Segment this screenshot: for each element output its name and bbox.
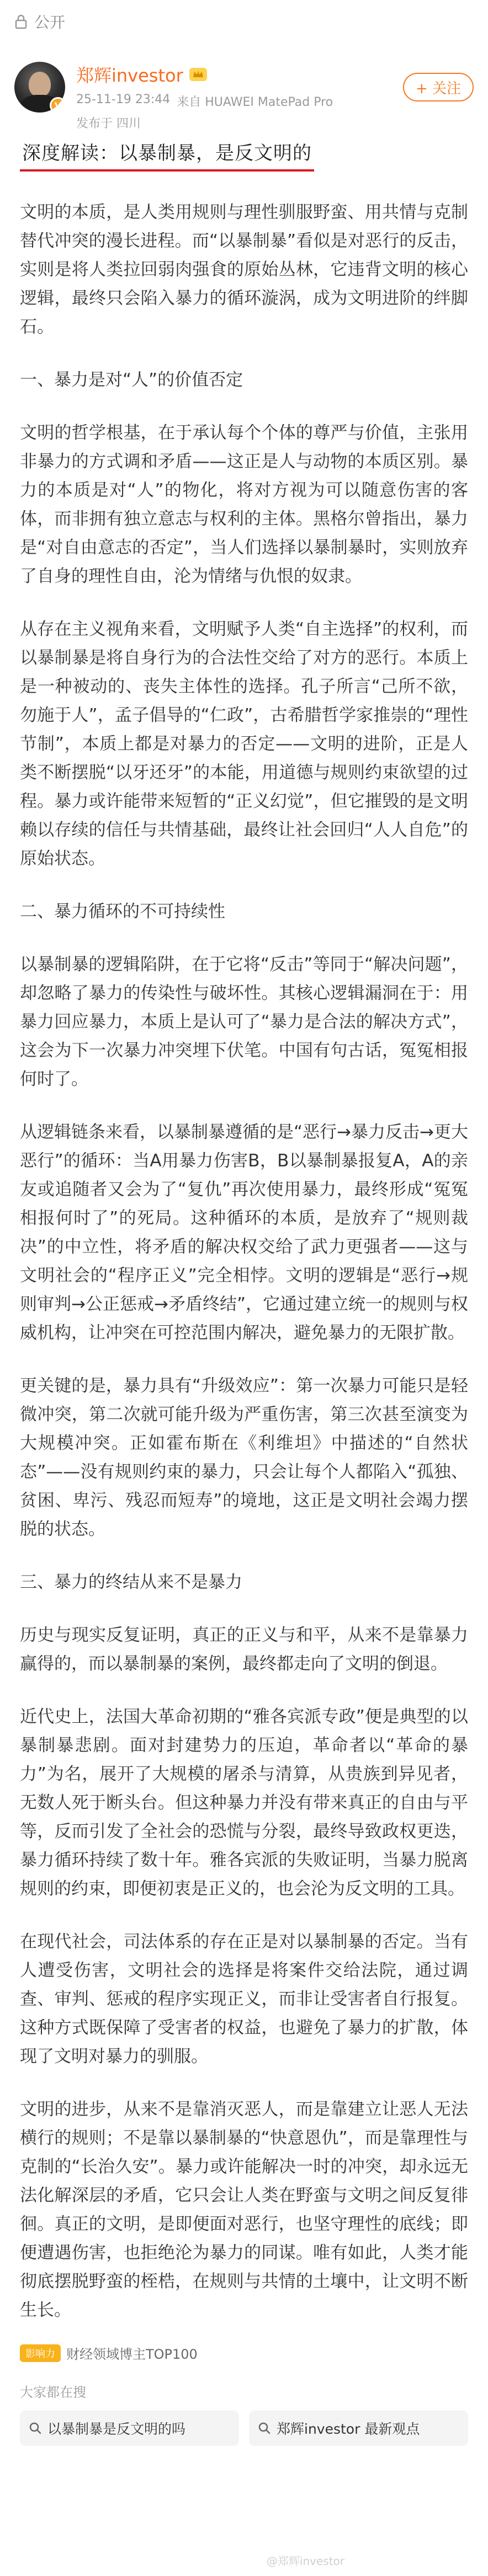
- avatar[interactable]: [14, 62, 65, 113]
- rank-text: 财经领域博主TOP100: [66, 2347, 198, 2362]
- article-paragraph: 从逻辑链条来看，以暴制暴遵循的是“恶行→暴力反击→更大恶行”的循环：当A用暴力伤害B，B以暴制暴报复A，A的亲友或追随者又会为了“复仇”再次使用暴力，最终形成“冤冤相报何时了”的死局。这种循环的本质，是放弃了“规则裁决”的中立性，将矛盾的解决权交给了武力更强者——这与文明社会的“程序正义”完全相悖。文明的逻辑是“恶行→规则审判→公正惩戒→矛盾终结”，它通过建立统一的规则与权威机构，让冲突在可控范围内解决，避免暴力的无限扩散。: [20, 1122, 469, 1343]
- rank-row[interactable]: [0, 2343, 488, 2363]
- article-paragraph: 文明的本质，是人类用规则与理性驯服野蛮、用共情与克制替代冲突的漫长进程。而“以暴制暴”看似是对恶行的反击，实则是将人类拉回弱肉强食的原始丛林，它违背文明的核心逻辑，最终只会陷入暴力的循环漩涡，成为文明进阶的绊脚石。: [20, 202, 468, 337]
- article-paragraph: 文明的进步，从来不是靠消灭恶人，而是靠建立让恶人无法横行的规则；不是靠以暴制暴的“快意恩仇”，而是靠理性与克制的“长治久安”。暴力或许能解决一时的冲突，却永远无法化解深层的矛盾，它只会让人类在野蛮与文明之间反复徘徊。真正的文明，是即便面对恶行，也坚守理性的底线；即便遭遇伤害，也拒绝沦为暴力的同谋。唯有如此，人类才能彻底摆脱野蛮的桎梏，在规则与共情的土壤中，让文明不断生长。: [20, 2100, 468, 2320]
- rank-badge: [20, 2344, 61, 2362]
- post-device: 来自 HUAWEI MatePad Pro: [177, 95, 333, 109]
- search-icon: [258, 2422, 271, 2435]
- article-headline: 深度解读：以暴制暴，是反文明的: [20, 138, 314, 172]
- article-paragraph: 以暴制暴的逻辑陷阱，在于它将“反击”等同于“解决问题”，却忽略了暴力的传染性与破坏性。其核心逻辑漏洞在于：用暴力回应暴力，本质上是认可了“暴力是合法的解决方式”，这会为下一次暴力冲突埋下伏笔。中国有句古话，冤冤相报何时了。: [20, 955, 468, 1089]
- article-paragraph: 文明的哲学根基，在于承认每个个体的尊严与价值，主张用非暴力的方式调和矛盾——这正是人与动物的本质区别。暴力的本质是对“人”的物化，将对方视为可以随意伤害的客体，而非拥有独立意志与权利的主体。黑格尔曾指出，暴力是“对自由意志的否定”，当人们选择以暴制暴时，实则放弃了自身的理性自由，沦为情绪与仇恨的奴隶。: [20, 423, 468, 586]
- author-header: [0, 43, 488, 131]
- follow-button[interactable]: + 关注: [403, 73, 474, 101]
- article-paragraph: 历史与现实反复证明，真正的正义与和平，从来不是靠暴力赢得的，而以暴制暴的案例，最终都走向了文明的倒退。: [20, 1625, 468, 1674]
- search-chip-label: 以暴制暴是反文明的吗: [47, 2421, 186, 2437]
- search-chip[interactable]: [20, 2411, 239, 2446]
- article-paragraph: 近代史上，法国大革命初期的“雅各宾派专政”便是典型的以暴制暴悲剧。面对封建势力的压迫，革命者以“革命的暴力”为名，展开了大规模的屠杀与清算，从贵族到异见者，无数人死于断头台。但这种暴力并没有带来真正的自由与平等，反而引发了全社会的恐慌与分裂，最终导致政权更迭，暴力循环持续了数十年。雅各宾派的失败证明，当暴力脱离规则的约束，即便初衷是正义的，也会沦为反文明的工具。: [20, 1707, 468, 1899]
- author-name[interactable]: 郑辉investor: [76, 65, 183, 86]
- search-chip-label: 郑辉investor 最新观点: [277, 2421, 420, 2437]
- article-paragraph: 更关键的是，暴力具有“升级效应”：第一次暴力可能只是轻微冲突，第二次就可能升级为严重伤害，第三次甚至演变为大规模冲突。正如霍布斯在《利维坦》中描述的“自然状态”——没有规则约束的暴力，只会让每个人都陷入“孤独、贫困、卑污、残忍而短寿”的境地，这正是文明社会竭力摆脱的状态。: [20, 1376, 468, 1539]
- article-paragraph: 从存在主义视角来看，文明赋予人类“自主选择”的权利，而以暴制暴是将自身行为的合法性交给了对方的恶行。本质上是一种被动的、丧失主体性的选择。孔子所言“己所不欲，勿施于人”，孟子倡导的“仁政”，古希腊哲学家推崇的“理性节制”，本质上都是对暴力的否定——文明的进阶，正是人类不断摆脱“以牙还牙”的本能，用道德与规则约束欲望的过程。暴力或许能带来短暂的“正义幻觉”，但它摧毁的是文明赖以存续的信任与共情基础，最终让社会回归“人人自危”的原始状态。: [20, 619, 468, 869]
- watermark: @郑辉investor: [266, 2554, 344, 2568]
- search-chips: [0, 2411, 488, 2446]
- article-paragraph: 在现代社会，司法体系的存在正是对以暴制暴的否定。当有人遭受伤害，文明社会的选择是将案件交给法院，通过调查、审判、惩戒的程序实现正义，而非让受害者自行报复。这种方式既保障了受害者的权益，也避免了暴力的扩散，体现了文明对暴力的驯服。: [20, 1932, 468, 2066]
- search-chip[interactable]: [249, 2411, 468, 2446]
- rank-badge-label: 影响力: [25, 2348, 55, 2360]
- visibility-bar: [0, 0, 488, 43]
- post-location: 发布于 四川: [76, 117, 141, 131]
- section-heading: 一、暴力是对“人”的价值否定: [20, 370, 243, 390]
- also-search-label: 大家都在搜: [20, 2385, 86, 2400]
- section-heading: 二、暴力循环的不可持续性: [20, 902, 225, 922]
- post-time: 25-11-19 23:44: [76, 93, 171, 106]
- v-badge-icon: V: [50, 97, 65, 113]
- visibility-label: 公开: [34, 13, 66, 31]
- lock-icon: [14, 14, 28, 29]
- search-icon: [29, 2422, 42, 2435]
- article-blocks: [20, 198, 468, 2325]
- article-body: [0, 126, 488, 2325]
- section-heading: 三、暴力的终结从来不是暴力: [20, 1572, 242, 1592]
- crown-icon[interactable]: [189, 67, 208, 82]
